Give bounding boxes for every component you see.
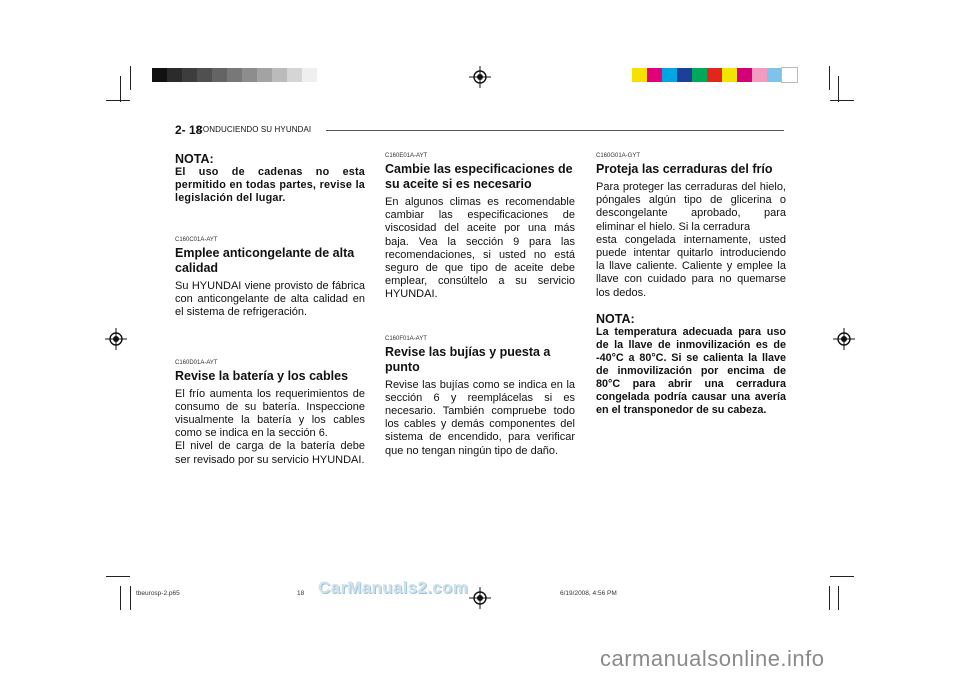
column-left bbox=[175, 152, 365, 467]
grayscale-color-bar bbox=[152, 68, 317, 82]
gray-swatch bbox=[242, 68, 257, 82]
section-heading: Revise las bujías y puesta a punto bbox=[385, 344, 551, 374]
gray-swatch bbox=[212, 68, 227, 82]
section-code: C160C01A-AYT bbox=[175, 237, 218, 243]
section-heading: Cambie las especificaciones de su aceite si es necesario bbox=[385, 162, 573, 191]
crop-mark bbox=[830, 100, 854, 101]
column-right bbox=[596, 153, 786, 417]
color-swatch bbox=[782, 68, 797, 82]
color-swatch bbox=[647, 68, 662, 82]
cmyk-color-bar bbox=[632, 68, 797, 82]
section-code: C160D01A-AYT bbox=[175, 359, 218, 366]
footer-page: 18 bbox=[297, 590, 305, 597]
column-middle bbox=[385, 153, 575, 458]
crop-mark bbox=[829, 66, 830, 90]
watermark: CarManuals2.com bbox=[318, 578, 468, 597]
color-swatch bbox=[677, 68, 692, 82]
registration-mark-icon bbox=[105, 328, 127, 350]
header-rule bbox=[326, 130, 784, 131]
crop-mark bbox=[830, 576, 854, 577]
crop-mark bbox=[130, 586, 131, 610]
chapter-title: CONDUCIENDO SU HYUNDAI bbox=[197, 125, 312, 134]
color-swatch bbox=[707, 68, 722, 82]
crop-mark bbox=[120, 76, 121, 102]
footer-filename: tbeurosp-2.p65 bbox=[136, 590, 180, 597]
crop-mark bbox=[838, 76, 839, 102]
section-code: C160G01A-GYT bbox=[596, 153, 641, 159]
page-number: 2- 18 bbox=[175, 123, 203, 137]
gray-swatch bbox=[257, 68, 272, 82]
gray-swatch bbox=[302, 68, 317, 82]
crop-mark bbox=[838, 586, 839, 610]
note-title: NOTA: bbox=[596, 311, 635, 326]
gray-swatch bbox=[182, 68, 197, 82]
gray-swatch bbox=[227, 68, 242, 82]
section-body: esta congelada internamente, usted puede intentar quitarlo introduciendo la llave caliente. Caliente y emplee la llave con cuidado para no quemarse los dedos. bbox=[596, 233, 786, 299]
gray-swatch bbox=[287, 68, 302, 82]
crop-mark bbox=[106, 100, 130, 101]
section-body: Revise las bujías como se indica en la sección 6 y reemplácelas si es necesario. También compruebe todo los cables y demás componentes del sistema de encendido, para verificar que no tengan ningún tipo de daño. bbox=[385, 378, 575, 457]
section-code: C160F01A-AYT bbox=[385, 335, 427, 342]
registration-mark-icon bbox=[469, 587, 491, 609]
section-heading: Emplee anticongelante de alta calidad bbox=[175, 246, 355, 275]
crop-mark bbox=[130, 66, 131, 90]
section-code: C160E01A-AYT bbox=[385, 153, 428, 159]
crop-mark bbox=[120, 586, 121, 610]
section-body: El nivel de carga de la batería debe ser revisado por su servicio HYUNDAI. bbox=[175, 440, 365, 466]
section-heading: Proteja las cerraduras del frío bbox=[596, 162, 773, 176]
gray-swatch bbox=[152, 68, 167, 82]
section-body: Su HYUNDAI viene provisto de fábrica con anticongelante de alta calidad en el sistema de refrigeración. bbox=[175, 280, 365, 319]
note-title: NOTA: bbox=[175, 152, 214, 166]
color-swatch bbox=[752, 68, 767, 82]
note-body: La temperatura adecuada para uso de la llave de inmovilización es de -40°C a 80°C. Si se calienta la llave de inmovilización por encima de 80°C para abrir una cerradura congelada podría causar una avería en el transponedor de su cabeza. bbox=[596, 325, 786, 416]
site-watermark: carmanualsonline.info bbox=[600, 646, 825, 671]
section-body: En algunos climas es recomendable cambiar las especificaciones de viscosidad del aceite por una más baja. Vea la sección 9 para las recomendaciones, si usted no está seguro de que tipo de aceite debe emplear, consúltelo a su servicio HYUNDAI. bbox=[385, 196, 575, 301]
gray-swatch bbox=[167, 68, 182, 82]
registration-mark-icon bbox=[833, 328, 855, 350]
crop-mark bbox=[106, 576, 130, 577]
gray-swatch bbox=[197, 68, 212, 82]
color-swatch bbox=[692, 68, 707, 82]
footer-date: 6/19/2008, 4:56 PM bbox=[560, 590, 617, 597]
gray-swatch bbox=[272, 68, 287, 82]
color-swatch bbox=[737, 68, 752, 82]
registration-mark-icon bbox=[469, 66, 491, 88]
section-body: Para proteger las cerraduras del hielo, póngales algún tipo de glicerina o descongelante aprobado, para eliminar el hielo. Si la cerradura bbox=[596, 181, 786, 233]
section-heading: Revise la batería y los cables bbox=[175, 368, 349, 383]
color-swatch bbox=[722, 68, 737, 82]
color-swatch bbox=[632, 68, 647, 82]
color-swatch bbox=[662, 68, 677, 82]
section-body: El frío aumenta los requerimientos de consumo de su batería. Inspeccione visualmente la batería y los cables como se indica en la sección 6. bbox=[175, 387, 365, 440]
crop-mark bbox=[829, 586, 830, 610]
note-body: El uso de cadenas no esta permitido en todas partes, revise la legislación del lugar. bbox=[175, 166, 365, 204]
color-swatch bbox=[767, 68, 782, 82]
